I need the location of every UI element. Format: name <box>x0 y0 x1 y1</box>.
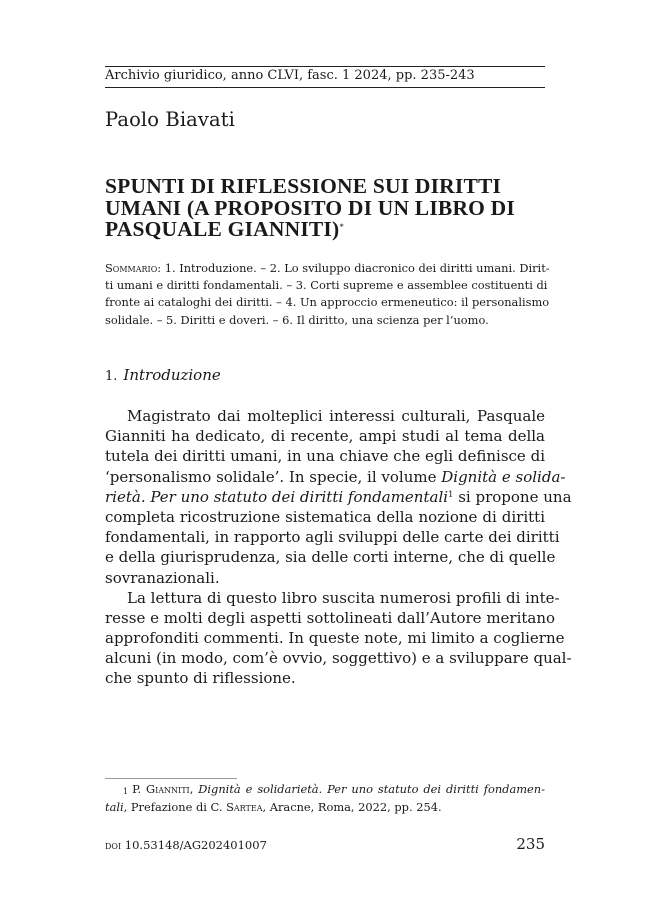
summary-line <box>105 260 550 277</box>
title-line-text: PASQUALE GIANNITI) <box>105 217 340 242</box>
title-line: SPUNTI DI RIFLESSIONE SUI DIRITTI <box>105 174 502 198</box>
book-title-italic: rietà. Per uno statuto dei diritti fondamentali <box>105 487 449 506</box>
paragraph-line: completa ricostruzione sistematica della nozione di diritti <box>105 507 545 526</box>
paragraph-line: approfonditi commenti. In queste note, mi limito a coglierne <box>105 629 565 648</box>
header-bottom-rule <box>105 87 545 88</box>
journal-citation: Archivio giuridico, anno CLVI, fasc. 1 2024, pp. 235-243 <box>105 68 475 83</box>
footnote-reference: 1 <box>448 489 454 500</box>
paragraph-line: che spunto di riflessione. <box>105 669 296 688</box>
footnote-separator <box>105 778 237 779</box>
summary-label: Sommario: <box>105 261 162 275</box>
section-heading <box>105 366 221 386</box>
paragraph-line: fondamentali, in rapporto agli sviluppi delle carte dei diritti <box>105 528 560 547</box>
title-line: UMANI (A PROPOSITO DI UN LIBRO DI <box>105 195 515 220</box>
footnote-line <box>105 799 545 817</box>
paragraph <box>105 406 572 689</box>
text-run: P. <box>132 782 147 796</box>
title-line <box>105 219 545 241</box>
paragraph-line: e della giurisprudenza, sia delle corti interne, che di quelle <box>105 548 556 567</box>
book-title-italic: Dignità e solida- <box>441 467 566 486</box>
cited-author: Gianniti <box>146 782 190 796</box>
doi-label: doi <box>105 838 122 852</box>
paragraph-line: Magistrato dai molteplici interessi culturali, Pasquale <box>127 407 545 425</box>
cited-title: Dignità e solidarietà. Per uno statuto dei diritti fondamen- <box>198 782 545 796</box>
header-top-rule <box>105 66 545 67</box>
text-run: , Aracne, Roma, 2022, pp. 254. <box>262 799 442 814</box>
text-run: , <box>189 782 199 796</box>
summary-line-text: 1. Introduzione. – 2. Lo sviluppo diacronico dei diritti umani. Dirit- <box>164 261 550 275</box>
paragraph-line: alcuni (in modo, com’è ovvio, soggettivo) e a sviluppare qual- <box>105 649 572 668</box>
paragraph-line: tutela dei diritti umani, in una chiave che egli definisce di <box>105 447 545 466</box>
summary-line: fronte ai cataloghi dei diritti. – 4. Un approccio ermeneutico: il personalismo <box>105 295 550 310</box>
page-number: 235 <box>516 835 545 853</box>
article-title <box>105 176 545 241</box>
doi <box>105 838 267 852</box>
footnote-line <box>105 781 545 799</box>
footnote-number: 1 <box>123 787 129 796</box>
section-title: Introduzione <box>123 366 221 384</box>
paragraph-line <box>105 487 572 507</box>
paragraph-line: Gianniti ha dedicato, di recente, ampi studi al tema della <box>105 427 545 446</box>
footnote <box>105 781 545 816</box>
cited-editor: Sartea <box>226 799 263 814</box>
text-run: , Prefazione di C. <box>123 799 227 814</box>
summary <box>105 260 550 329</box>
cited-title: tali <box>105 799 124 814</box>
title-footnote-marker: * <box>339 222 345 233</box>
summary-line: ti umani e diritti fondamentali. – 3. Corti supreme e assemblee costituenti di <box>105 278 548 293</box>
text-run: ‘personalismo solidale’. In specie, il volume <box>105 467 442 486</box>
text-run: si propone una <box>453 487 572 506</box>
paragraph-line: sovranazionali. <box>105 568 220 587</box>
paragraph-line <box>105 467 566 487</box>
doi-value: 10.53148/AG202401007 <box>121 838 267 852</box>
paragraph-line: La lettura di questo libro suscita numerosi profili di inte- <box>127 588 560 607</box>
author-name: Paolo Biavati <box>105 108 235 131</box>
summary-line: solidale. – 5. Diritti e doveri. – 6. Il diritto, una scienza per l’uomo. <box>105 312 489 327</box>
paragraph-line: resse e molti degli aspetti sottolineati dall’Autore meritano <box>105 608 556 627</box>
section-number: 1. <box>105 369 118 384</box>
